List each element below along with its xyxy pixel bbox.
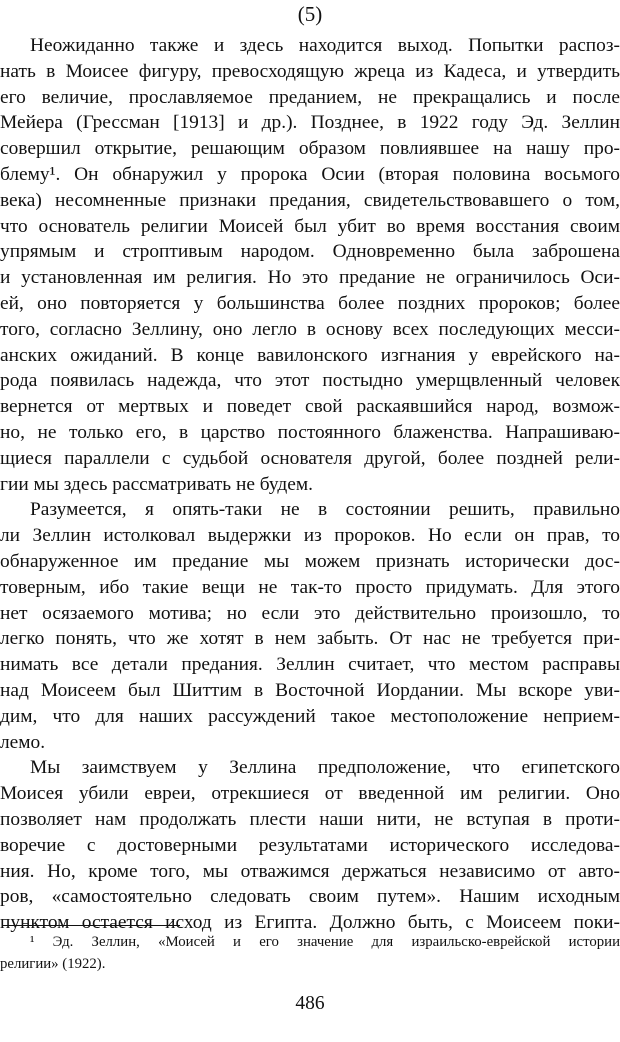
text-line: позволяет нам продолжать плести наши нити, не вступая в проти- bbox=[0, 809, 620, 830]
text-line: товерным, ибо такие вещи не так-то просто придумать. Для этого bbox=[0, 576, 620, 598]
text-line: Моисея убили евреи, отрекшиеся от введенной им религии. Оно bbox=[0, 783, 620, 805]
text-line: дим, что для наших рассуждений такое местоположение неприем- bbox=[0, 705, 620, 727]
text-line: щиеся параллели с судьбой основателя другой, более поздней рели- bbox=[0, 447, 620, 469]
footnote-line: ¹ Эд. Зеллин, «Моисей и его значение для израильско-еврейской истории bbox=[30, 934, 620, 950]
text-line: ния. Но, кроме того, мы отважимся держаться независимо от авто- bbox=[0, 860, 620, 882]
page-number: 486 bbox=[295, 993, 325, 1014]
text-line: Неожиданно также и здесь находится выход. Попытки распоз- bbox=[30, 35, 620, 56]
text-line: гии мы здесь рассматривать не будем. bbox=[0, 473, 313, 495]
text-line: и установленная им религия. Но это предание не ограничилось Оси- bbox=[0, 267, 620, 289]
text-line: ли Зеллин истолковал выдержки из пророков. Но если он прав, то bbox=[0, 525, 620, 547]
text-line: вернется от мертвых и поведет свой раскаявшийся народ, возмож- bbox=[0, 396, 620, 418]
text-line: нать в Моисее фигуру, превосходящую жреца из Кадеса, и утвердить bbox=[0, 60, 620, 82]
text-line: блему¹. Он обнаружил у пророка Осии (вторая половина восьмого bbox=[0, 164, 620, 185]
text-line: совершил открытие, решающим образом повлиявшее на нашу про- bbox=[0, 138, 620, 160]
text-line: что основатель религии Моисей был убит во время восстания своим bbox=[0, 215, 620, 237]
text-line: пунктом остается исход из Египта. Должно быть, с Моисеем поки- bbox=[0, 912, 620, 934]
text-line: ей, оно повторяется у большинства более поздних пророков; более bbox=[0, 293, 620, 314]
text-line: над Моисеем был Шиттим в Восточной Иордании. Мы вскоре уви- bbox=[0, 680, 620, 701]
text-line: века) несомненные признаки предания, свидетельствовавшего о том, bbox=[0, 189, 620, 211]
text-line: лемо. bbox=[0, 731, 46, 753]
footnote-divider bbox=[2, 925, 180, 926]
text-line: нимать все детали предания. Зеллин считает, что местом расправы bbox=[0, 654, 620, 676]
text-line: воречие с достоверными результатами исторического исследова- bbox=[0, 834, 620, 856]
text-line: его величие, прославляемое преданием, не прекращались и после bbox=[0, 86, 620, 108]
text-line: Разумеется, я опять-таки не в состоянии решить, правильно bbox=[30, 499, 620, 521]
text-line: рода появилась надежда, что этот постыдно умерщвленный человек bbox=[0, 370, 620, 392]
text-line: ров, «самостоятельно следовать своим путем». Нашим исходным bbox=[0, 886, 620, 908]
text-line: но, не только его, в царство постоянного блаженства. Напрашиваю- bbox=[0, 422, 620, 443]
text-line: обнаруженное им предание мы можем признать исторически дос- bbox=[0, 551, 620, 572]
section-number: (5) bbox=[297, 2, 323, 26]
footnote-line: религии» (1922). bbox=[0, 956, 106, 972]
text-line: упрямым и строптивым народом. Одновременно была заброшена bbox=[0, 241, 620, 263]
text-line: нет осязаемого мотива; но если это действительно произошло, то bbox=[0, 602, 620, 624]
text-line: того, согласно Зеллину, оно легло в основу всех последующих месси- bbox=[0, 318, 620, 340]
text-line: легко понять, что же хотят в нем забыть. От нас не требуется при- bbox=[0, 628, 620, 650]
text-line: анских ожиданий. В конце вавилонского изгнания у еврейского на- bbox=[0, 344, 620, 366]
text-line: Мейера (Грессман [1913] и др.). Позднее, в 1922 году Эд. Зеллин bbox=[0, 112, 620, 134]
text-line: Мы заимствуем у Зеллина предположение, что египетского bbox=[30, 757, 620, 779]
